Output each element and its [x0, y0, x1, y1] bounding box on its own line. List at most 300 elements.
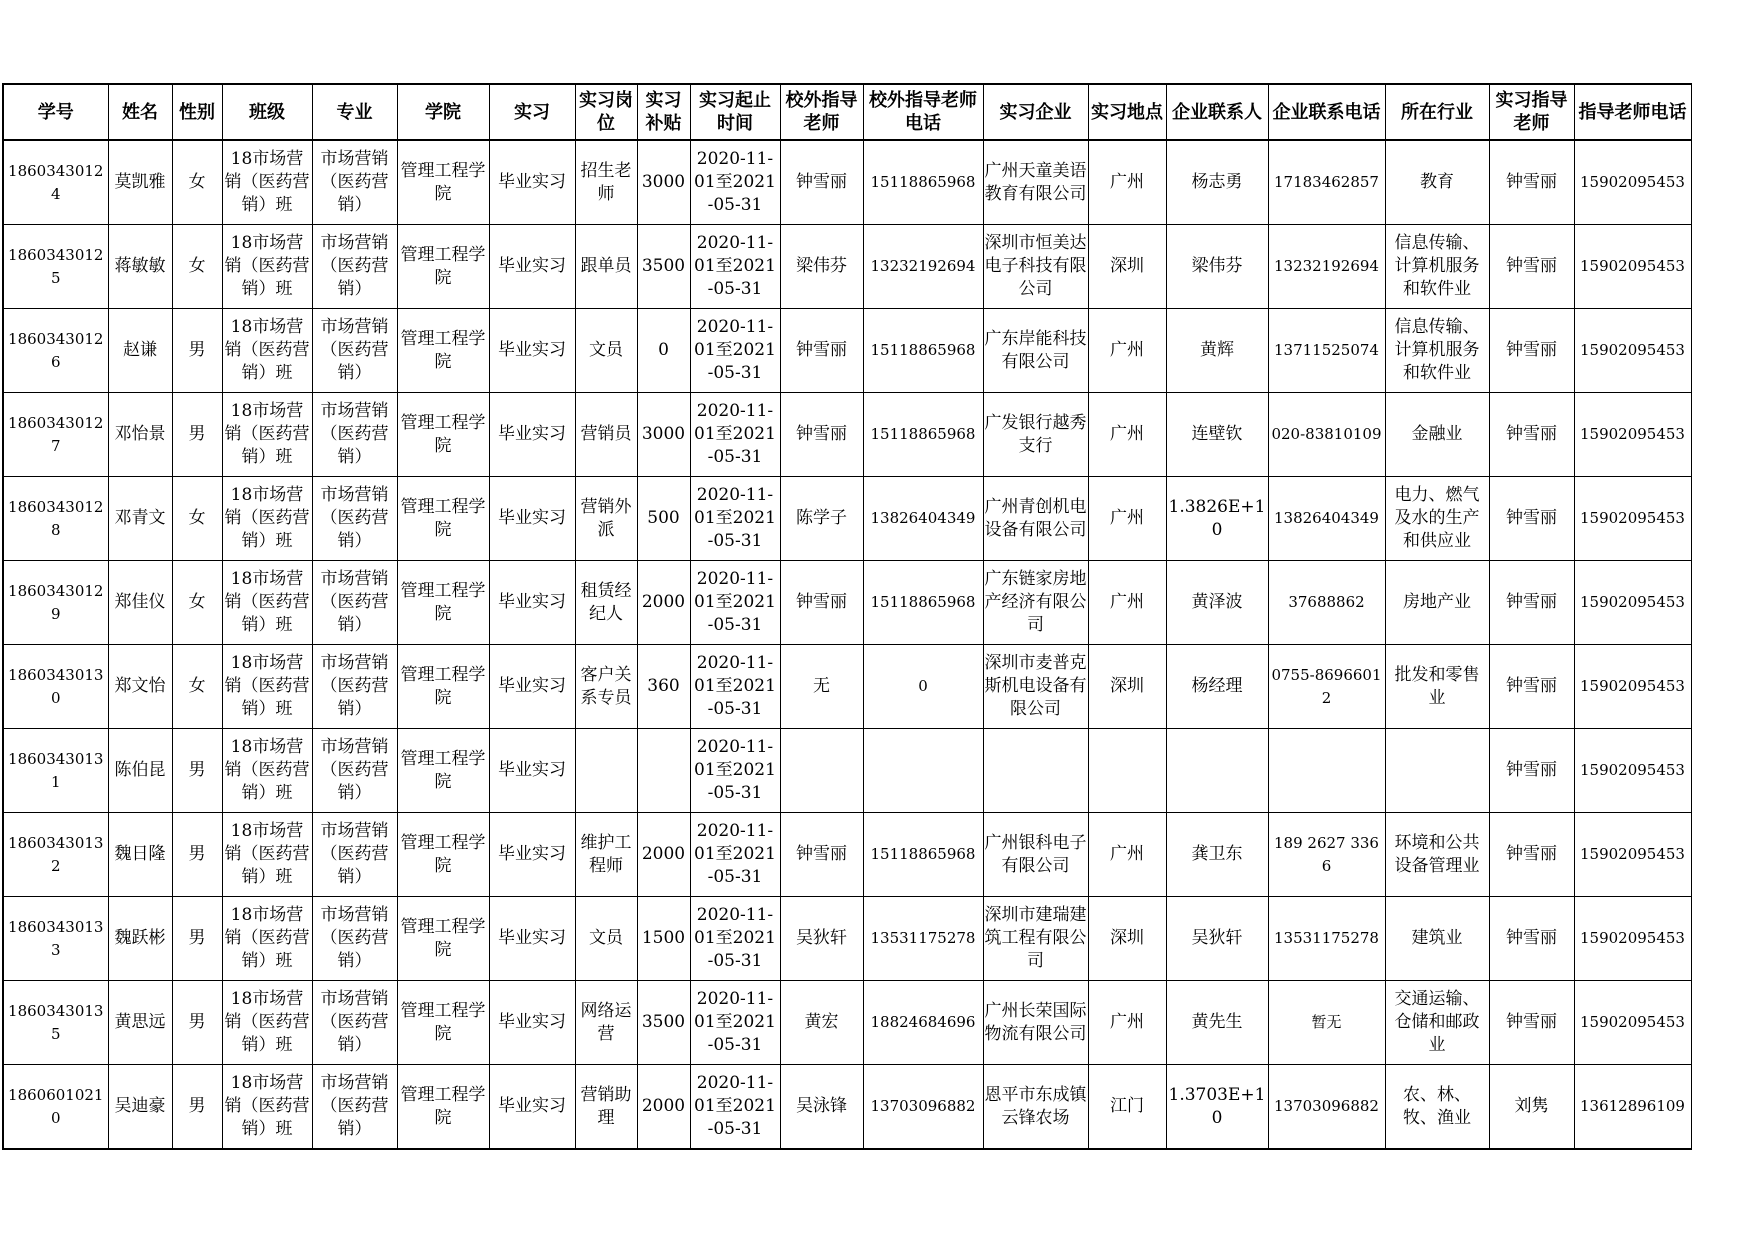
cell-text: 钟雪丽	[1506, 844, 1557, 864]
cell-text: 租赁经纪人	[580, 580, 632, 624]
cell-text: 15902095453	[1580, 1013, 1685, 1031]
cell-text: 钟雪丽	[1506, 1012, 1557, 1032]
table-cell	[1268, 561, 1385, 645]
cell-text: 15118865968	[870, 341, 976, 359]
cell-text: 18市场营销（医药营销）班	[224, 1073, 310, 1139]
cell-text: 杨经理	[1191, 676, 1243, 696]
cell-text: 2020-11-01至2021-05-31	[694, 989, 776, 1055]
table-cell	[172, 140, 222, 225]
cell-text: 15902095453	[1580, 677, 1685, 695]
cell-text: 18市场营销（医药营销）班	[224, 485, 310, 551]
table-cell	[1574, 561, 1691, 645]
cell-text: 吴泳锋	[796, 1096, 847, 1116]
table-cell	[637, 140, 690, 225]
table-cell	[397, 225, 489, 309]
cell-text: 市场营销（医药营销）	[320, 401, 389, 467]
table-cell	[637, 561, 690, 645]
cell-text: 广东岸能科技有限公司	[984, 328, 1087, 372]
table-cell	[1385, 813, 1489, 897]
cell-text: 2020-11-01至2021-05-31	[694, 737, 776, 803]
table-cell	[575, 477, 637, 561]
cell-text: 18市场营销（医药营销）班	[224, 905, 310, 971]
table-cell	[1166, 140, 1268, 225]
table-cell	[863, 1065, 983, 1150]
cell-text: 广州长荣国际物流有限公司	[984, 1000, 1087, 1044]
cell-text: 广州	[1110, 592, 1144, 612]
cell-text: 钟雪丽	[1506, 760, 1557, 780]
cell-text: 批发和零售业	[1394, 664, 1480, 708]
cell-text: 金融业	[1411, 424, 1463, 444]
cell-text: 钟雪丽	[796, 844, 847, 864]
table-cell	[222, 477, 312, 561]
table-cell	[780, 561, 863, 645]
table-cell	[108, 729, 172, 813]
table-cell	[172, 477, 222, 561]
table-cell	[1088, 981, 1166, 1065]
table-cell	[222, 561, 312, 645]
cell-text: 0755-86966012	[1271, 665, 1382, 707]
table-cell	[780, 813, 863, 897]
table-row	[3, 561, 1691, 645]
cell-text: 钟雪丽	[796, 340, 847, 360]
table-cell	[637, 645, 690, 729]
table-cell	[1268, 225, 1385, 309]
table-row	[3, 897, 1691, 981]
table-cell	[863, 813, 983, 897]
header-cell: 企业联系电话	[1268, 84, 1385, 140]
table-cell	[3, 1065, 108, 1150]
table-cell	[1166, 1065, 1268, 1150]
table-cell	[780, 225, 863, 309]
table-cell	[780, 897, 863, 981]
cell-text: 毕业实习	[498, 928, 566, 948]
table-row	[3, 225, 1691, 309]
cell-text: 2020-11-01至2021-05-31	[694, 653, 776, 719]
table-cell	[172, 981, 222, 1065]
table-cell	[1385, 645, 1489, 729]
table-cell	[983, 140, 1088, 225]
table-cell	[1385, 477, 1489, 561]
table-cell	[575, 140, 637, 225]
cell-text: 毕业实习	[498, 340, 566, 360]
table-cell	[1574, 393, 1691, 477]
cell-text: 15902095453	[1580, 173, 1685, 191]
table-cell	[1268, 813, 1385, 897]
table-cell	[1489, 729, 1574, 813]
table-cell	[637, 1065, 690, 1150]
table-cell	[863, 140, 983, 225]
cell-text: 13612896109	[1580, 1097, 1685, 1115]
cell-text: 管理工程学院	[400, 496, 486, 540]
table-cell	[108, 140, 172, 225]
table-cell	[637, 897, 690, 981]
table-cell	[1088, 1065, 1166, 1150]
header-cell: 实习指导老师	[1489, 84, 1574, 140]
table-cell	[1489, 645, 1574, 729]
table-cell	[172, 393, 222, 477]
cell-text: 18603430132	[8, 833, 104, 875]
table-cell	[780, 309, 863, 393]
table-cell	[108, 813, 172, 897]
table-cell	[1574, 477, 1691, 561]
cell-text: 13232192694	[1274, 257, 1379, 275]
cell-text: 37688862	[1288, 593, 1365, 611]
cell-text: 2000	[641, 844, 686, 864]
cell-text: 18市场营销（医药营销）班	[224, 149, 310, 215]
table-cell	[1385, 140, 1489, 225]
cell-text: 毕业实习	[498, 1012, 566, 1032]
cell-text: 招生老师	[580, 160, 632, 204]
cell-text: 18市场营销（医药营销）班	[224, 233, 310, 299]
table-cell	[397, 897, 489, 981]
cell-text: 18603430129	[8, 581, 104, 623]
cell-text: 女	[188, 676, 206, 696]
header-cell: 企业联系人	[1166, 84, 1268, 140]
cell-text: 18市场营销（医药营销）班	[224, 569, 310, 635]
table-cell	[3, 140, 108, 225]
table-cell	[489, 813, 575, 897]
cell-text: 3500	[641, 1012, 686, 1032]
cell-text: 18603430127	[8, 413, 104, 455]
cell-text: 营销员	[580, 424, 632, 444]
table-cell	[863, 561, 983, 645]
cell-text: 莫凯雅	[114, 172, 166, 192]
cell-text: 女	[188, 256, 206, 276]
cell-text: 广州青创机电设备有限公司	[984, 496, 1087, 540]
header-cell: 实习岗位	[575, 84, 637, 140]
table-cell	[222, 981, 312, 1065]
table-cell	[1268, 393, 1385, 477]
table-cell	[575, 309, 637, 393]
cell-text: 市场营销（医药营销）	[320, 233, 389, 299]
table-cell	[397, 1065, 489, 1150]
cell-text: 0	[918, 677, 928, 695]
cell-text: 2020-11-01至2021-05-31	[694, 485, 776, 551]
cell-text: 2020-11-01至2021-05-31	[694, 905, 776, 971]
cell-text: 18603430124	[8, 161, 104, 203]
header-cell: 性别	[172, 84, 222, 140]
table-cell	[1574, 1065, 1691, 1150]
cell-text: 男	[188, 928, 206, 948]
cell-text: 邓青文	[114, 508, 166, 528]
table-header-row	[3, 84, 1691, 140]
table-cell	[1166, 225, 1268, 309]
table-cell	[1166, 813, 1268, 897]
table-cell	[863, 309, 983, 393]
table-cell	[690, 897, 780, 981]
table-row	[3, 981, 1691, 1065]
header-cell: 实习地点	[1088, 84, 1166, 140]
table-row	[3, 477, 1691, 561]
header-cell: 实习企业	[983, 84, 1088, 140]
cell-text: 15902095453	[1580, 425, 1685, 443]
table-cell	[1489, 1065, 1574, 1150]
cell-text: 广州	[1110, 340, 1144, 360]
cell-text: 15902095453	[1580, 761, 1685, 779]
table-cell	[983, 981, 1088, 1065]
cell-text: 钟雪丽	[796, 592, 847, 612]
table-cell	[1574, 645, 1691, 729]
cell-text: 营销外派	[580, 496, 632, 540]
table-cell	[1574, 309, 1691, 393]
table-cell	[1268, 1065, 1385, 1150]
header-cell: 实习	[489, 84, 575, 140]
table-cell	[3, 981, 108, 1065]
cell-text: 刘隽	[1514, 1096, 1549, 1116]
table-row	[3, 645, 1691, 729]
table-cell	[780, 645, 863, 729]
cell-text: 毕业实习	[498, 844, 566, 864]
table-row	[3, 729, 1691, 813]
table-cell	[172, 225, 222, 309]
cell-text: 暂无	[1311, 1013, 1342, 1031]
cell-text: 无	[813, 676, 830, 696]
cell-text: 13826404349	[1274, 509, 1379, 527]
table-cell	[983, 225, 1088, 309]
table-cell	[172, 561, 222, 645]
cell-text: 18606010210	[8, 1085, 104, 1127]
cell-text: 毕业实习	[498, 1096, 566, 1116]
cell-text: 市场营销（医药营销）	[320, 569, 389, 635]
cell-text: 交通运输、仓储和邮政业	[1394, 989, 1480, 1055]
table-cell	[1385, 1065, 1489, 1150]
table-cell	[983, 813, 1088, 897]
cell-text: 营销助理	[580, 1084, 632, 1128]
table-cell	[397, 140, 489, 225]
header-cell: 所在行业	[1385, 84, 1489, 140]
cell-text: 房地产业	[1403, 592, 1471, 612]
cell-text: 360	[647, 676, 680, 696]
cell-text: 18603430130	[8, 665, 104, 707]
table-cell	[1088, 477, 1166, 561]
table-cell	[1574, 813, 1691, 897]
cell-text: 3000	[641, 424, 686, 444]
table-cell	[575, 729, 637, 813]
cell-text: 深圳市建瑞建筑工程有限公司	[984, 905, 1087, 971]
table-cell	[637, 393, 690, 477]
cell-text: 管理工程学院	[400, 1000, 486, 1044]
table-cell	[690, 561, 780, 645]
table-cell	[1385, 309, 1489, 393]
table-cell	[983, 393, 1088, 477]
table-cell	[397, 645, 489, 729]
cell-text: 恩平市东成镇云锋农场	[984, 1084, 1087, 1128]
table-cell	[312, 309, 397, 393]
table-cell	[312, 897, 397, 981]
cell-text: 郑佳仪	[114, 592, 166, 612]
table-row	[3, 813, 1691, 897]
table-cell	[172, 729, 222, 813]
table-cell	[3, 477, 108, 561]
cell-text: 广州	[1110, 172, 1144, 192]
cell-text: 钟雪丽	[1506, 256, 1557, 276]
table-cell	[1268, 477, 1385, 561]
table-cell	[983, 309, 1088, 393]
table-cell	[172, 645, 222, 729]
cell-text: 女	[188, 508, 206, 528]
table-cell	[863, 897, 983, 981]
cell-text: 毕业实习	[498, 676, 566, 696]
cell-text: 黄宏	[804, 1012, 839, 1032]
table-cell	[1574, 729, 1691, 813]
cell-text: 13232192694	[870, 257, 976, 275]
cell-text: 15118865968	[870, 425, 976, 443]
table-cell	[690, 225, 780, 309]
table-cell	[1268, 140, 1385, 225]
cell-text: 18824684696	[870, 1013, 976, 1031]
table-cell	[1088, 897, 1166, 981]
table-cell	[863, 645, 983, 729]
cell-text: 广发银行越秀支行	[984, 412, 1087, 456]
table-cell	[983, 645, 1088, 729]
cell-text: 广州	[1110, 844, 1144, 864]
table-cell	[637, 729, 690, 813]
cell-text: 钟雪丽	[796, 172, 847, 192]
cell-text: 男	[188, 340, 206, 360]
cell-text: 2000	[641, 592, 686, 612]
cell-text: 深圳	[1110, 928, 1144, 948]
table-cell	[1166, 477, 1268, 561]
table-cell	[222, 813, 312, 897]
table-cell	[222, 645, 312, 729]
cell-text: 管理工程学院	[400, 160, 486, 204]
cell-text: 黄思远	[114, 1012, 166, 1032]
cell-text: 深圳市恒美达电子科技有限公司	[984, 233, 1087, 299]
cell-text: 毕业实习	[498, 760, 566, 780]
table-cell	[1166, 393, 1268, 477]
table-cell	[397, 981, 489, 1065]
cell-text: 020-83810109	[1271, 425, 1382, 443]
cell-text: 管理工程学院	[400, 1084, 486, 1128]
cell-text: 市场营销（医药营销）	[320, 989, 389, 1055]
cell-text: 龚卫东	[1191, 844, 1243, 864]
cell-text: 管理工程学院	[400, 328, 486, 372]
cell-text: 15902095453	[1580, 929, 1685, 947]
cell-text: 15902095453	[1580, 509, 1685, 527]
cell-text: 钟雪丽	[1506, 928, 1557, 948]
table-cell	[780, 393, 863, 477]
cell-text: 黄先生	[1191, 1012, 1243, 1032]
table-cell	[863, 225, 983, 309]
table-cell	[1489, 813, 1574, 897]
table-row	[3, 140, 1691, 225]
cell-text: 15902095453	[1580, 593, 1685, 611]
table-cell	[780, 729, 863, 813]
table-cell	[222, 225, 312, 309]
table-cell	[575, 225, 637, 309]
cell-text: 连壁钦	[1191, 424, 1243, 444]
cell-text: 陈学子	[796, 508, 847, 528]
cell-text: 13531175278	[870, 929, 976, 947]
table-cell	[222, 1065, 312, 1150]
header-cell: 学院	[397, 84, 489, 140]
cell-text: 深圳	[1110, 676, 1144, 696]
cell-text: 18603430135	[8, 1001, 104, 1043]
cell-text: 18市场营销（医药营销）班	[224, 989, 310, 1055]
table-cell	[489, 477, 575, 561]
cell-text: 13703096882	[870, 1097, 976, 1115]
table-cell	[1166, 309, 1268, 393]
table-row	[3, 1065, 1691, 1150]
cell-text: 18603430131	[8, 749, 104, 791]
table-row	[3, 309, 1691, 393]
table-cell	[172, 813, 222, 897]
cell-text: 15902095453	[1580, 257, 1685, 275]
cell-text: 2020-11-01至2021-05-31	[694, 1073, 776, 1139]
table-cell	[3, 729, 108, 813]
cell-text: 深圳市麦普克斯机电设备有限公司	[984, 653, 1087, 719]
cell-text: 毕业实习	[498, 592, 566, 612]
cell-text: 3000	[641, 172, 686, 192]
cell-text: 15902095453	[1580, 341, 1685, 359]
header-cell: 专业	[312, 84, 397, 140]
table-cell	[1088, 309, 1166, 393]
table-cell	[1385, 897, 1489, 981]
cell-text: 13531175278	[1274, 929, 1379, 947]
header-cell: 姓名	[108, 84, 172, 140]
table-cell	[397, 561, 489, 645]
table-cell	[222, 897, 312, 981]
table-cell	[108, 561, 172, 645]
table-cell	[108, 393, 172, 477]
cell-text: 2020-11-01至2021-05-31	[694, 149, 776, 215]
table-body	[3, 140, 1691, 1149]
cell-text: 18市场营销（医药营销）班	[224, 821, 310, 887]
cell-text: 2020-11-01至2021-05-31	[694, 233, 776, 299]
table-cell	[1385, 729, 1489, 813]
cell-text: 女	[188, 592, 206, 612]
table-cell	[222, 393, 312, 477]
cell-text: 管理工程学院	[400, 748, 486, 792]
table-cell	[690, 645, 780, 729]
cell-text: 男	[188, 424, 206, 444]
table-cell	[863, 981, 983, 1065]
table-cell	[312, 225, 397, 309]
table-cell	[1489, 393, 1574, 477]
cell-text: 钟雪丽	[1506, 508, 1557, 528]
cell-text: 广州	[1110, 1012, 1144, 1032]
header-cell: 班级	[222, 84, 312, 140]
cell-text: 2020-11-01至2021-05-31	[694, 569, 776, 635]
cell-text: 钟雪丽	[796, 424, 847, 444]
table-cell	[1385, 981, 1489, 1065]
cell-text: 18市场营销（医药营销）班	[224, 401, 310, 467]
cell-text: 蒋敏敏	[114, 256, 166, 276]
table-cell	[489, 309, 575, 393]
table-cell	[690, 309, 780, 393]
table-cell	[222, 140, 312, 225]
table-cell	[1489, 981, 1574, 1065]
cell-text: 钟雪丽	[1506, 172, 1557, 192]
cell-text: 吴迪豪	[114, 1096, 166, 1116]
table-cell	[3, 897, 108, 981]
table-row	[3, 393, 1691, 477]
table-cell	[108, 897, 172, 981]
cell-text: 18市场营销（医药营销）班	[224, 317, 310, 383]
table-cell	[637, 225, 690, 309]
cell-text: 男	[188, 760, 206, 780]
table-cell	[637, 981, 690, 1065]
cell-text: 管理工程学院	[400, 664, 486, 708]
table-cell	[489, 393, 575, 477]
cell-text: 18603430133	[8, 917, 104, 959]
cell-text: 市场营销（医药营销）	[320, 1073, 389, 1139]
table-cell	[312, 645, 397, 729]
cell-text: 2020-11-01至2021-05-31	[694, 317, 776, 383]
table-cell	[1088, 813, 1166, 897]
cell-text: 2000	[641, 1096, 686, 1116]
cell-text: 1.3703E+10	[1168, 1084, 1266, 1128]
